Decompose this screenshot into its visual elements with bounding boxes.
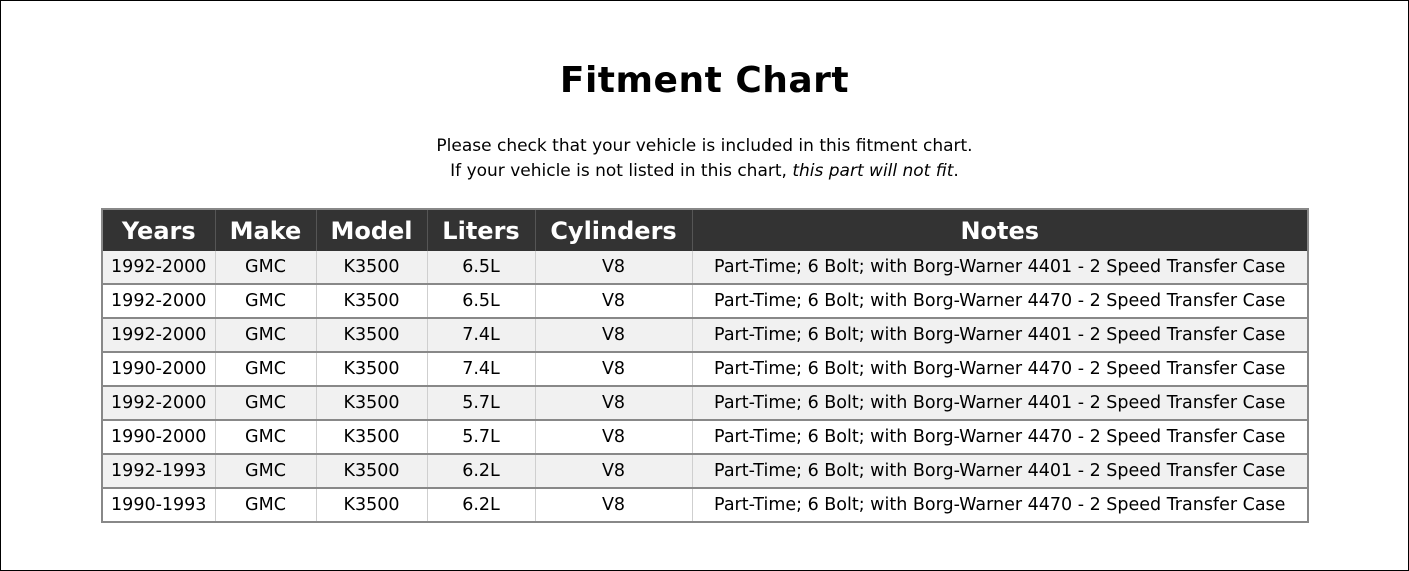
cell-make: GMC bbox=[215, 386, 316, 420]
cell-model: K3500 bbox=[316, 352, 427, 386]
intro-line-1: Please check that your vehicle is included in this fitment chart. bbox=[436, 136, 973, 156]
table-row bbox=[102, 318, 1308, 352]
cell-notes: Part-Time; 6 Bolt; with Borg-Warner 4401 - 2 Speed Transfer Case bbox=[692, 386, 1308, 420]
cell-notes: Part-Time; 6 Bolt; with Borg-Warner 4470 - 2 Speed Transfer Case bbox=[692, 488, 1308, 522]
intro-line-2-suffix: . bbox=[953, 161, 959, 181]
cell-liters: 5.7L bbox=[427, 420, 535, 454]
intro-line-2-emphasis: this part will not fit bbox=[792, 161, 954, 181]
cell-make: GMC bbox=[215, 352, 316, 386]
cell-years: 1992-1993 bbox=[102, 454, 215, 488]
cell-model: K3500 bbox=[316, 420, 427, 454]
intro-line-2-prefix: If your vehicle is not listed in this chart, bbox=[450, 161, 793, 181]
cell-cylinders: V8 bbox=[535, 454, 692, 488]
cell-liters: 6.2L bbox=[427, 454, 535, 488]
table-row bbox=[102, 251, 1308, 284]
cell-make: GMC bbox=[215, 488, 316, 522]
cell-model: K3500 bbox=[316, 386, 427, 420]
cell-notes: Part-Time; 6 Bolt; with Borg-Warner 4470 - 2 Speed Transfer Case bbox=[692, 352, 1308, 386]
cell-notes: Part-Time; 6 Bolt; with Borg-Warner 4401 - 2 Speed Transfer Case bbox=[692, 251, 1308, 284]
page-title: Fitment Chart bbox=[559, 60, 850, 101]
cell-years: 1990-2000 bbox=[102, 352, 215, 386]
intro-text bbox=[0, 134, 1409, 184]
cell-liters: 5.7L bbox=[427, 386, 535, 420]
cell-make: GMC bbox=[215, 420, 316, 454]
cell-notes: Part-Time; 6 Bolt; with Borg-Warner 4401 - 2 Speed Transfer Case bbox=[692, 318, 1308, 352]
intro-line-2 bbox=[0, 159, 1409, 184]
cell-liters: 6.5L bbox=[427, 284, 535, 318]
cell-cylinders: V8 bbox=[535, 386, 692, 420]
cell-liters: 6.5L bbox=[427, 251, 535, 284]
header-cylinders: Cylinders bbox=[535, 209, 692, 251]
cell-years: 1992-2000 bbox=[102, 284, 215, 318]
cell-model: K3500 bbox=[316, 454, 427, 488]
cell-liters: 7.4L bbox=[427, 318, 535, 352]
cell-model: K3500 bbox=[316, 251, 427, 284]
cell-notes: Part-Time; 6 Bolt; with Borg-Warner 4470 - 2 Speed Transfer Case bbox=[692, 284, 1308, 318]
cell-cylinders: V8 bbox=[535, 352, 692, 386]
fitment-table-wrapper bbox=[101, 208, 1307, 523]
header-model: Model bbox=[316, 209, 427, 251]
cell-cylinders: V8 bbox=[535, 284, 692, 318]
table-row bbox=[102, 420, 1308, 454]
cell-notes: Part-Time; 6 Bolt; with Borg-Warner 4470 - 2 Speed Transfer Case bbox=[692, 420, 1308, 454]
cell-model: K3500 bbox=[316, 488, 427, 522]
cell-cylinders: V8 bbox=[535, 420, 692, 454]
cell-make: GMC bbox=[215, 251, 316, 284]
cell-cylinders: V8 bbox=[535, 251, 692, 284]
header-make: Make bbox=[215, 209, 316, 251]
cell-cylinders: V8 bbox=[535, 488, 692, 522]
cell-notes: Part-Time; 6 Bolt; with Borg-Warner 4401 - 2 Speed Transfer Case bbox=[692, 454, 1308, 488]
cell-make: GMC bbox=[215, 284, 316, 318]
cell-make: GMC bbox=[215, 318, 316, 352]
cell-liters: 6.2L bbox=[427, 488, 535, 522]
cell-years: 1992-2000 bbox=[102, 251, 215, 284]
table-header-row bbox=[102, 209, 1308, 251]
table-row bbox=[102, 488, 1308, 522]
cell-years: 1992-2000 bbox=[102, 318, 215, 352]
cell-years: 1992-2000 bbox=[102, 386, 215, 420]
header-notes: Notes bbox=[692, 209, 1308, 251]
cell-years: 1990-1993 bbox=[102, 488, 215, 522]
cell-model: K3500 bbox=[316, 318, 427, 352]
cell-years: 1990-2000 bbox=[102, 420, 215, 454]
cell-make: GMC bbox=[215, 454, 316, 488]
cell-cylinders: V8 bbox=[535, 318, 692, 352]
table-row bbox=[102, 352, 1308, 386]
cell-model: K3500 bbox=[316, 284, 427, 318]
cell-liters: 7.4L bbox=[427, 352, 535, 386]
header-liters: Liters bbox=[427, 209, 535, 251]
header-years: Years bbox=[102, 209, 215, 251]
table-row bbox=[102, 454, 1308, 488]
fitment-table bbox=[101, 208, 1309, 523]
table-row bbox=[102, 284, 1308, 318]
table-row bbox=[102, 386, 1308, 420]
